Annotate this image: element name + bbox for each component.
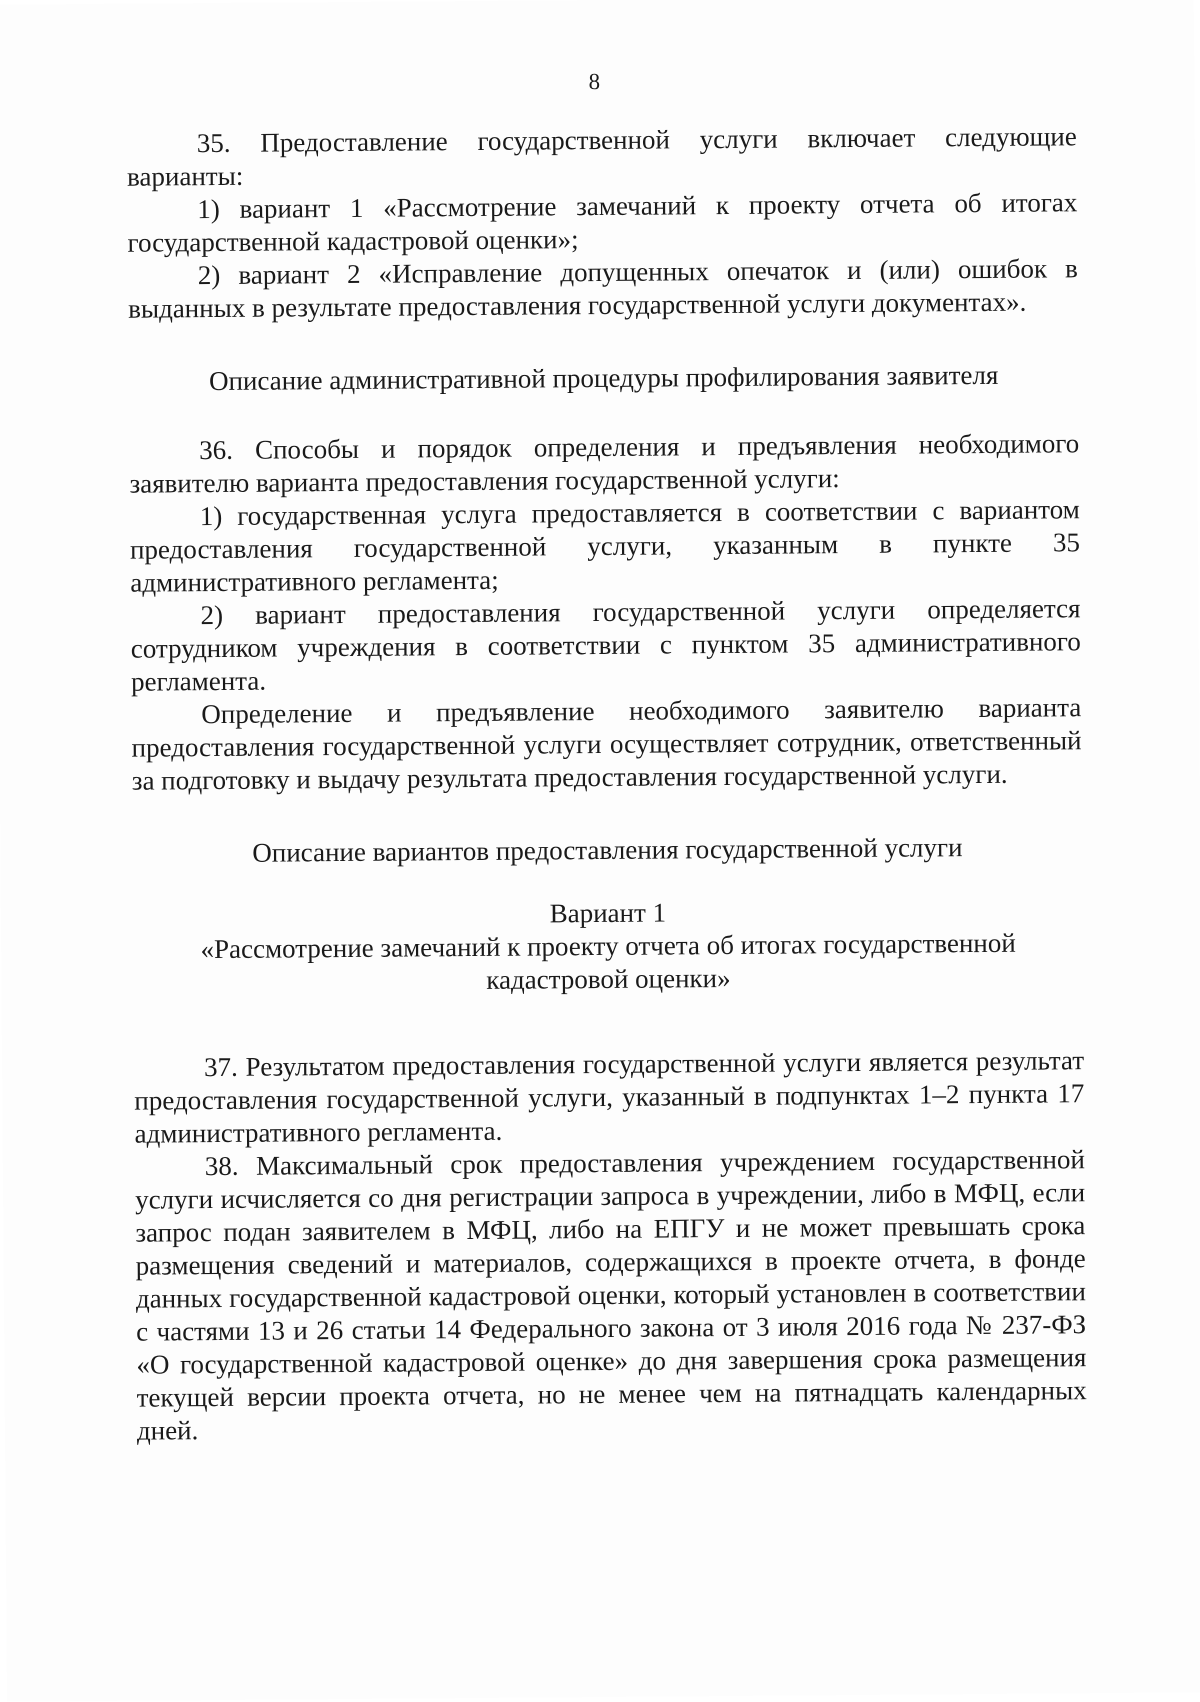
section-35-intro: 35. Предоставление государственной услуги включает следующие варианты:: [126, 121, 1077, 192]
section-36-item-1: 1) государственная услуга предоставляется в соответствии с вариантом предоставления государственной услуги, указанным в пункте 35 административного регламента;: [129, 494, 1081, 598]
variant-1-title: «Рассмотрение замечаний к проекту отчета об итогах государственной кадастровой оценки»: [200, 927, 1016, 995]
section-35-item-1: 1) вариант 1 «Рассмотрение замечаний к проекту отчета об итогах государственной кадастровой оценки»;: [127, 187, 1078, 258]
section-38: 38. Максимальный срок предоставления учреждением государственной услуги исчисляется со дня регистрации запроса в учреждении, либо в МФЦ, если запрос подан заявителем в МФЦ, либо на ЕПГУ и не может превышать срока размещения сведений и материалов, содержащихся в проекте отчета, в фонде данных государственной кадастровой оценки, который установлен в соответствии с частями 13 и 26 статьи 14 Федерального закона от 3 июля 2016 года № 237-ФЗ «О государственной кадастровой оценке» до дня завершения срока размещения текущей версии проекта отчета, но не менее чем на пятнадцать календарных дней.: [135, 1144, 1087, 1446]
page-number: 8: [588, 68, 601, 95]
section-37: 37. Результатом предоставления государственной услуги является результат предоставления государственной услуги, указанный в подпунктах 1–2 пункта 17 административного регламента.: [134, 1045, 1085, 1149]
section-36-note: Определение и предъявление необходимого заявителю варианта предоставления государственной услуги осуществляет сотрудник, ответственный за подготовку и выдачу результата предоставления государственной услуги.: [131, 692, 1082, 796]
section-35-item-2: 2) вариант 2 «Исправление допущенных опечаток и (или) ошибок в выданных в результате предоставления государственной услуги документах».: [128, 253, 1078, 324]
section-36-intro: 36. Способы и порядок определения и предъявления необходимого заявителю варианта предоставления государственной услуги:: [129, 428, 1080, 499]
heading-variants: Описание вариантов предоставления государственной услуги: [252, 832, 963, 868]
heading-profiling: Описание административной процедуры профилирования заявителя: [208, 359, 999, 397]
document-body: [127, 120, 1087, 1447]
variant-1-label: Вариант 1: [549, 897, 667, 929]
section-36-item-2: 2) вариант предоставления государственной услуги определяется сотрудником учреждения в соответствии с пунктом 35 административного регламента.: [130, 593, 1081, 697]
